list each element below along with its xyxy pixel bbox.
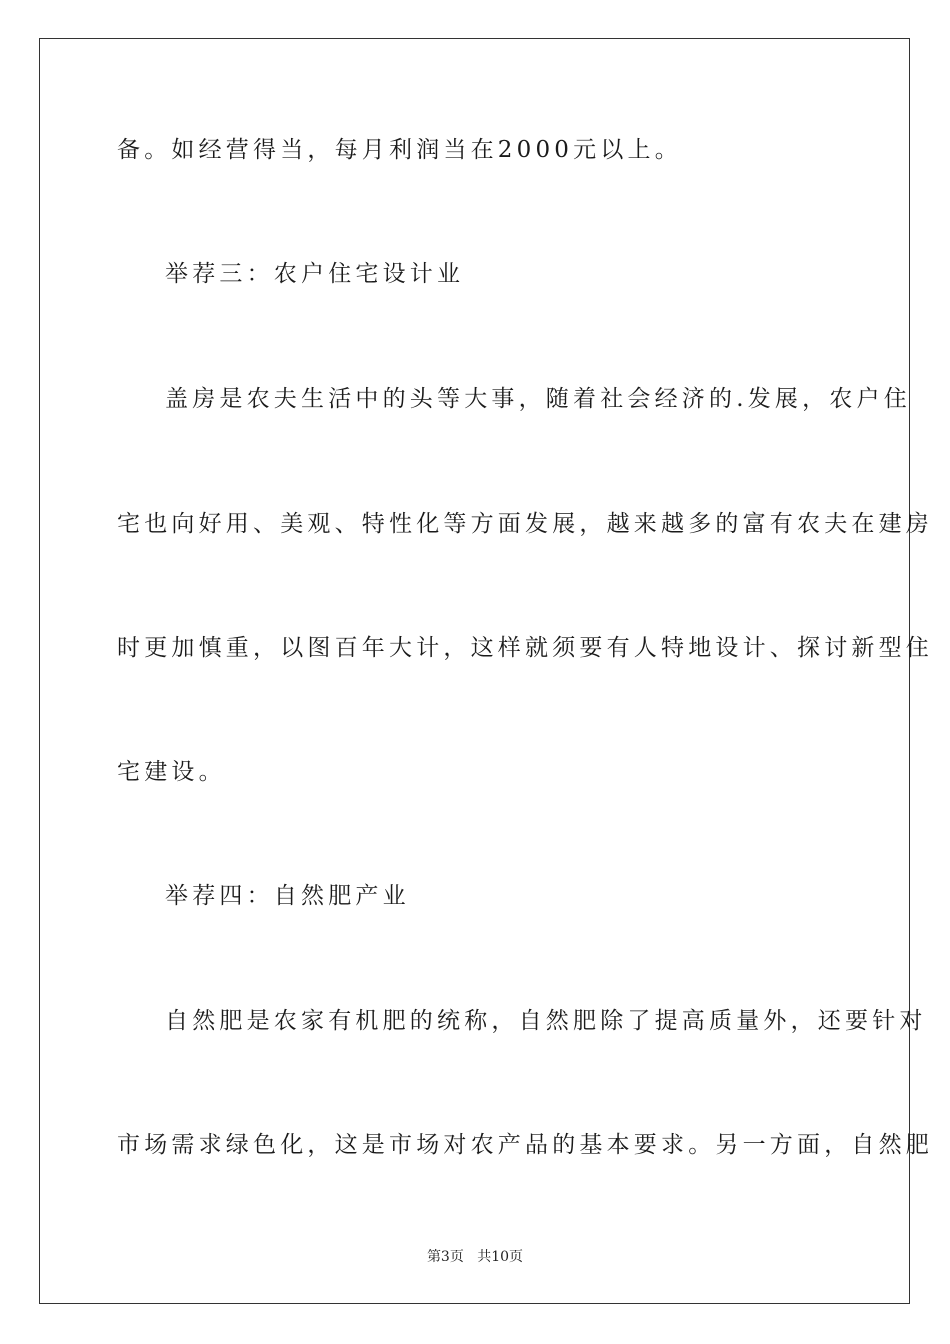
page-total: 共10页: [477, 1249, 524, 1265]
paragraph-line: 自然肥是农家有机肥的统称，自然肥除了提高质量外，还要针对: [165, 1008, 927, 1034]
paragraph-line: 宅建设。: [117, 759, 226, 785]
section-heading: 举荐四：自然肥产业: [165, 883, 410, 909]
section-heading: 举荐三：农户住宅设计业: [165, 261, 465, 287]
paragraph-line: 备。如经营得当，每月利润当在2000元以上。: [117, 137, 682, 163]
paragraph-line: 宅也向好用、美观、特性化等方面发展，越来越多的富有农夫在建房: [117, 511, 933, 537]
page-number: 第3页: [426, 1249, 464, 1265]
page-border: [39, 38, 933, 1304]
paragraph-line: 盖房是农夫生活中的头等大事，随着社会经济的.发展，农户住: [165, 386, 911, 412]
page-footer: [0, 1248, 950, 1266]
paragraph-line: 时更加慎重，以图百年大计，这样就须要有人特地设计、探讨新型住: [117, 635, 933, 661]
paragraph-line: 市场需求绿色化，这是市场对农产品的基本要求。另一方面，自然肥: [117, 1132, 933, 1158]
